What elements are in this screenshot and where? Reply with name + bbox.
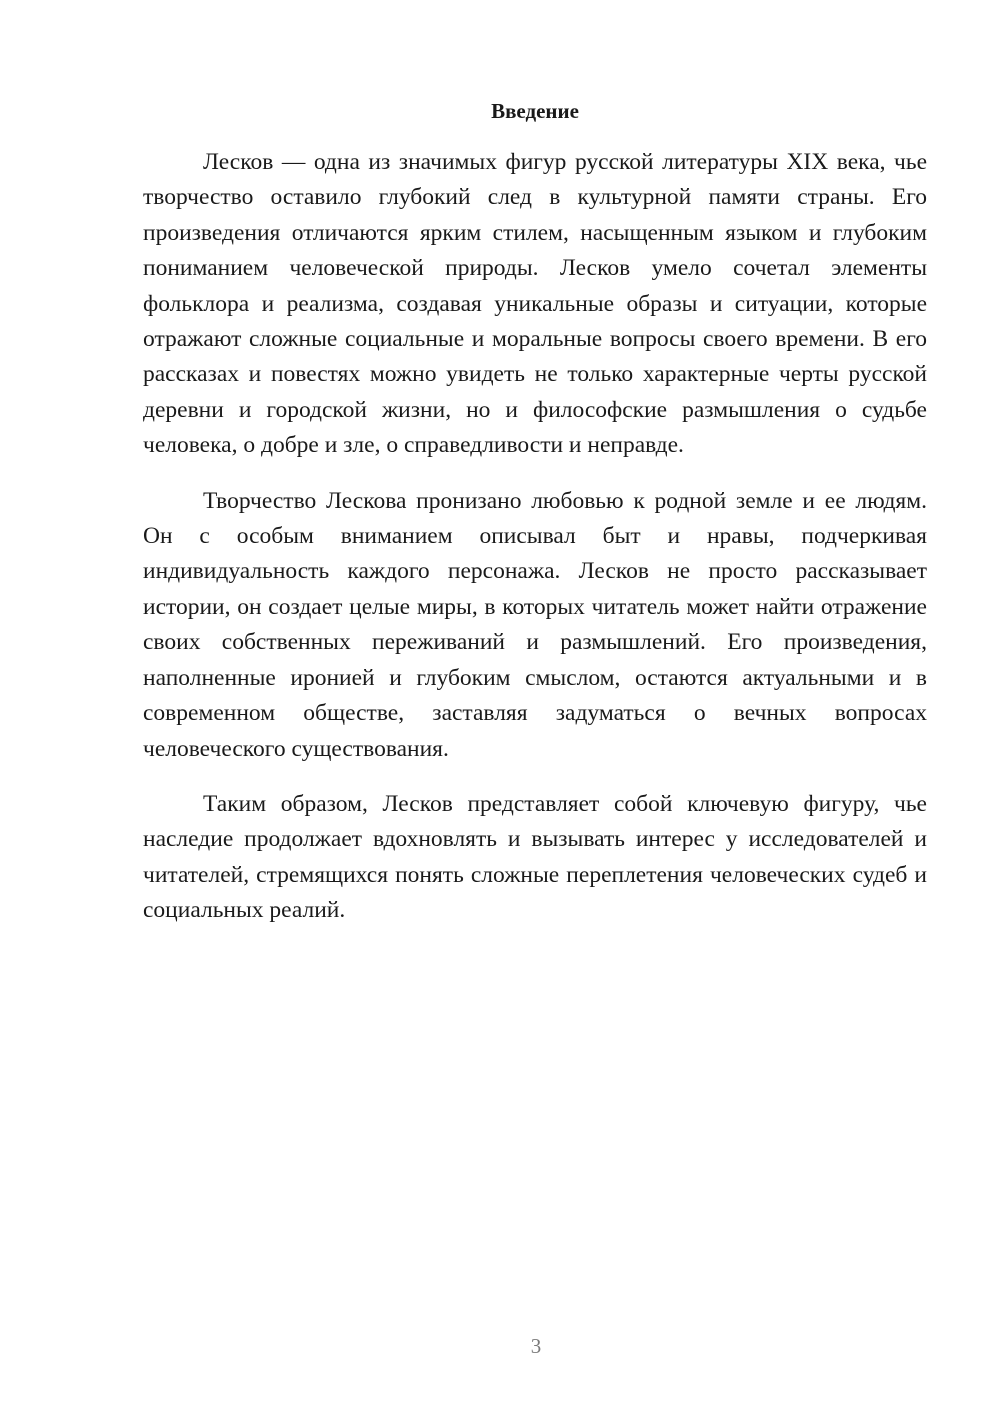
body-text [143,145,927,949]
paragraph-3: Таким образом, Лесков представляет собой ключевую фигуру, чье наследие продолжает вдохновлять и вызывать интерес у исследователей и читателей, стремящихся понять сложные переплетения человеческих судеб и социальных реалий. [143,790,927,924]
page-number: 3 [530,1334,542,1358]
section-heading: Введение [491,99,579,123]
paragraph-1: Лесков — одна из значимых фигур русской литературы XIX века, чье творчество оставило глубокий след в культурной памяти страны. Его произведения отличаются ярким стилем, насыщенным языком и глубоким пониманием человеческой природы. Лесков умело сочетал элементы фольклора и реализма, создавая уникальные образы и ситуации, которые отражают сложные социальные и моральные вопросы своего времени. В его рассказах и повестях можно увидеть не только характерные черты русской деревни и городской жизни, но и философские размышления о судьбе человека, о добре и зле, о справедливости и неправде. [143,149,927,459]
paragraph-2: Творчество Лескова пронизано любовью к родной земле и ее людям. Он с особым вниманием описывал быт и нравы, подчеркивая индивидуальность каждого персонажа. Лесков не просто рассказывает истории, он создает целые миры, в которых читатель может найти отражение своих собственных переживаний и размышлений. Его произведения, наполненные иронией и глубоким смыслом, остаются актуальными и в современном обществе, заставляя задуматься о вечных вопросах человеческого существования. [143,487,927,762]
